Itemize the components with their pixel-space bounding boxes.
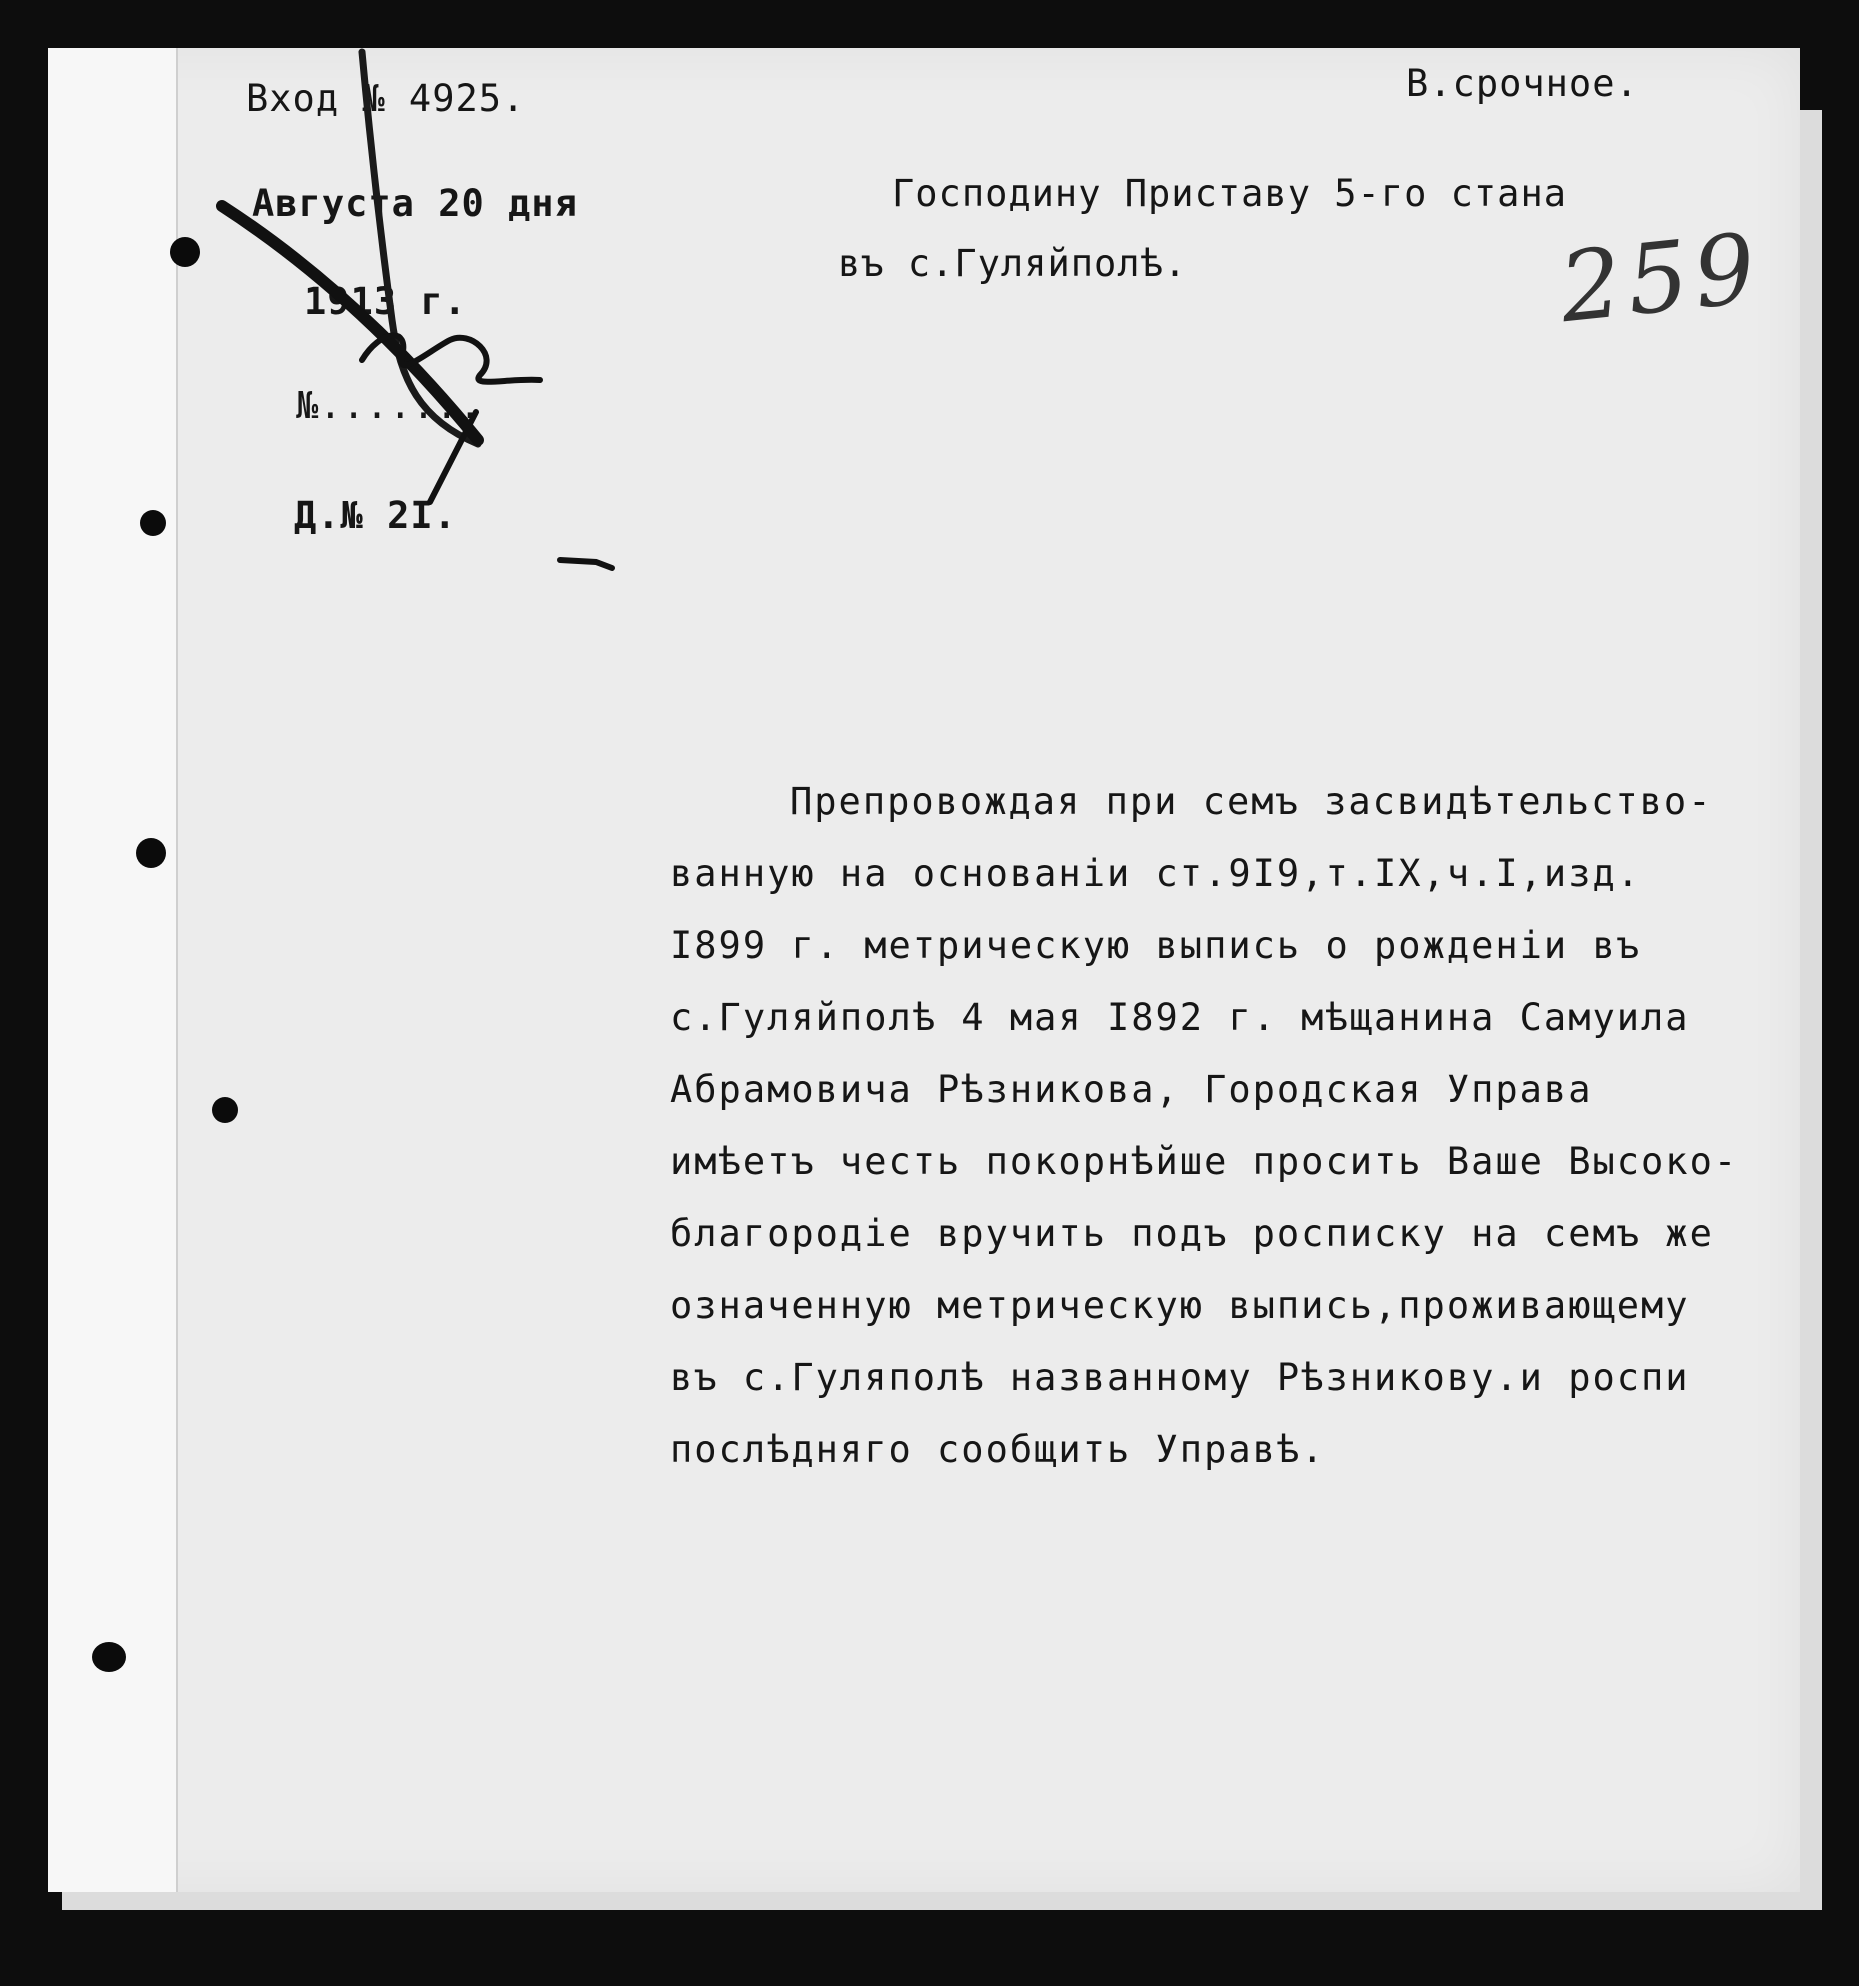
body-line: Препровождая при семъ засвидѣтельство- bbox=[790, 780, 1713, 823]
small-mark bbox=[560, 560, 612, 568]
pen-stroke bbox=[430, 412, 476, 502]
body-line: означенную метрическую выпись,проживающему bbox=[670, 1284, 1690, 1327]
outgoing-number: №....... bbox=[296, 384, 483, 427]
body-line: I899 г. метрическую выпись о рожденiи въ bbox=[670, 924, 1642, 967]
archive-page-number: 259 bbox=[1554, 211, 1767, 345]
addressee-line-2: въ с.Гуляйполѣ. bbox=[838, 242, 1188, 285]
body-line: въ с.Гуляполѣ названному Рѣзникову.и роспи bbox=[670, 1356, 1690, 1399]
entry-year: 1913 г. bbox=[304, 280, 467, 323]
urgency-mark: В.срочное. bbox=[1406, 62, 1639, 105]
body-line: ванную на основанiи ст.9I9,т.IX,ч.I,изд. bbox=[670, 852, 1642, 895]
body-line: Абрамовича Рѣзникова, Городская Управа bbox=[670, 1068, 1593, 1111]
body-line: послѣдняго сообщить Управѣ. bbox=[670, 1428, 1326, 1471]
entry-date: Августа 20 дня bbox=[252, 182, 578, 225]
entry-number: Вход № 4925. bbox=[246, 77, 526, 120]
body-line: с.Гуляйполѣ 4 мая I892 г. мѣщанина Самуила bbox=[670, 996, 1690, 1039]
case-number: Д.№ 2I. bbox=[294, 494, 457, 537]
addressee-line-1: Господину Приставу 5-го стана bbox=[892, 172, 1568, 215]
pen-stroke bbox=[222, 206, 478, 440]
body-line: благородiе вручить подъ росписку на семъ же bbox=[670, 1212, 1714, 1255]
pencil-stroke bbox=[362, 52, 478, 444]
body-line: имѣетъ честь покорнѣйше просить Ваше Высоко- bbox=[670, 1140, 1739, 1183]
